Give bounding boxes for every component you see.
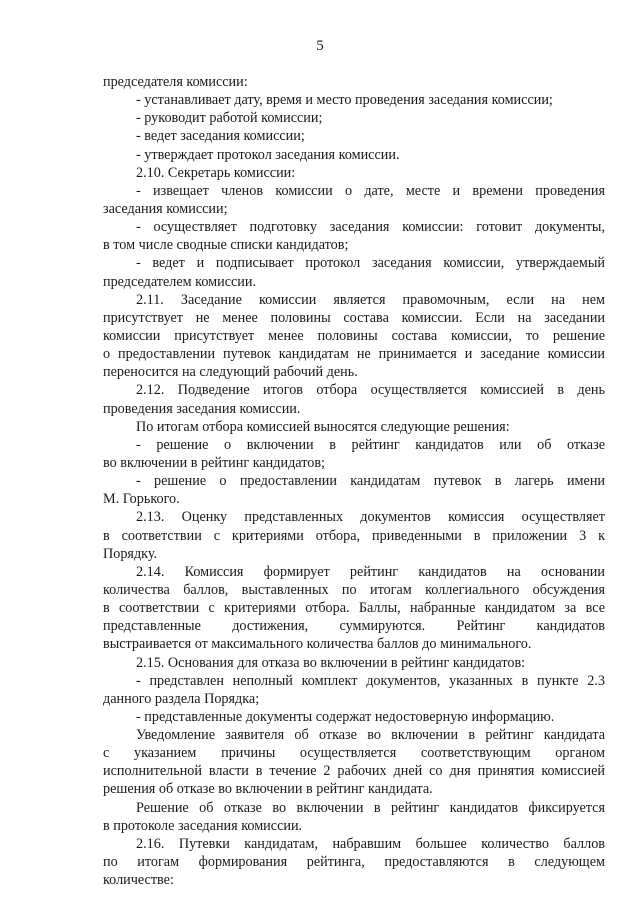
document-body (103, 73, 605, 889)
text-line: присутствует не менее половины состава комиссии. Если на заседании (103, 309, 605, 326)
text-line: Решение об отказе во включении в рейтинг кандидатов фиксируется (136, 799, 605, 816)
text-line: выстраивается от максимального количества баллов до минимального. (103, 636, 532, 653)
text-line: в протоколе заседания комиссии. (103, 817, 303, 834)
text-line: заседания комиссии; (103, 200, 228, 217)
text-line: - решение о предоставлении кандидатам путевок в лагерь имени (136, 473, 605, 490)
text-line: во включении в рейтинг кандидатов; (103, 454, 325, 471)
text-line: 2.16. Путевки кандидатам, набравшим большее количество баллов (136, 835, 605, 852)
text-line: 2.10. Секретарь комиссии: (136, 164, 296, 181)
text-line: с указанием причины осуществляется соответствующим органом (103, 745, 605, 762)
text-line: переносится на следующий рабочий день. (103, 364, 358, 381)
text-line: решения об отказе во включении в рейтинг кандидата. (103, 781, 433, 798)
text-line: - представлен неполный комплект документов, указанных в пункте 2.3 (136, 672, 605, 689)
text-line: Порядку. (103, 545, 158, 562)
text-line: по итогам формирования рейтинга, предоставляются в следующем (103, 854, 605, 871)
text-line: - ведет заседания комиссии; (136, 128, 305, 145)
text-line: проведения заседания комиссии. (103, 400, 301, 417)
text-line: 2.15. Основания для отказа во включении в рейтинг кандидатов: (136, 654, 526, 671)
text-line: председателем комиссии. (103, 273, 257, 290)
text-line: - ведет и подписывает протокол заседания комиссии, утверждаемый (136, 255, 605, 272)
text-line: 2.12. Подведение итогов отбора осуществляется комиссией в день (136, 382, 605, 399)
text-line: 2.14. Комиссия формирует рейтинг кандидатов на основании (136, 563, 605, 580)
text-line: председателя комиссии: (103, 74, 248, 90)
text-line: в соответствии с критериями отбора. Баллы, набранные кандидатом за все (103, 600, 605, 617)
text-line: в том числе сводные списки кандидатов; (103, 237, 349, 254)
text-line: По итогам отбора комиссией выносятся следующие решения: (136, 418, 510, 435)
text-line: исполнительной власти в течение 2 рабочих дней со дня принятия комиссией (103, 763, 605, 780)
text-line: - утверждает протокол заседания комиссии. (136, 146, 400, 163)
text-line: 2.13. Оценку представленных документов комиссия осуществляет (136, 509, 605, 526)
text-line: в соответствии с критериями отбора, приведенными в приложении 3 к (103, 527, 605, 544)
text-line: М. Горького. (103, 491, 180, 508)
text-line: - решение о включении в рейтинг кандидатов или об отказе (136, 436, 605, 453)
text-line: - устанавливает дату, время и место проведения заседания комиссии; (136, 92, 553, 109)
text-line: - осуществляет подготовку заседания комиссии: готовит документы, (136, 219, 605, 236)
page-number: 5 (316, 38, 324, 54)
text-line: - руководит работой комиссии; (136, 110, 323, 127)
text-line: количества баллов, выставленных по итогам коллегиального обсуждения (103, 581, 605, 598)
text-line: 2.11. Заседание комиссии является правомочным, если на нем (136, 291, 605, 308)
text-line: о предоставлении путевок кандидатам не принимается и заседание комиссии (103, 346, 605, 363)
text-line: комиссии присутствует менее половины состава комиссии, то решение (103, 327, 605, 344)
text-line: Уведомление заявителя об отказе во включении в рейтинг кандидата (136, 727, 605, 744)
text-line: количестве: (103, 872, 174, 889)
text-line: представленные достижения, суммируются. Рейтинг кандидатов (103, 618, 605, 635)
text-line: - извещает членов комиссии о дате, месте и времени проведения (136, 182, 605, 199)
text-line: - представленные документы содержат недостоверную информацию. (136, 708, 555, 725)
text-line: данного раздела Порядка; (103, 690, 260, 707)
